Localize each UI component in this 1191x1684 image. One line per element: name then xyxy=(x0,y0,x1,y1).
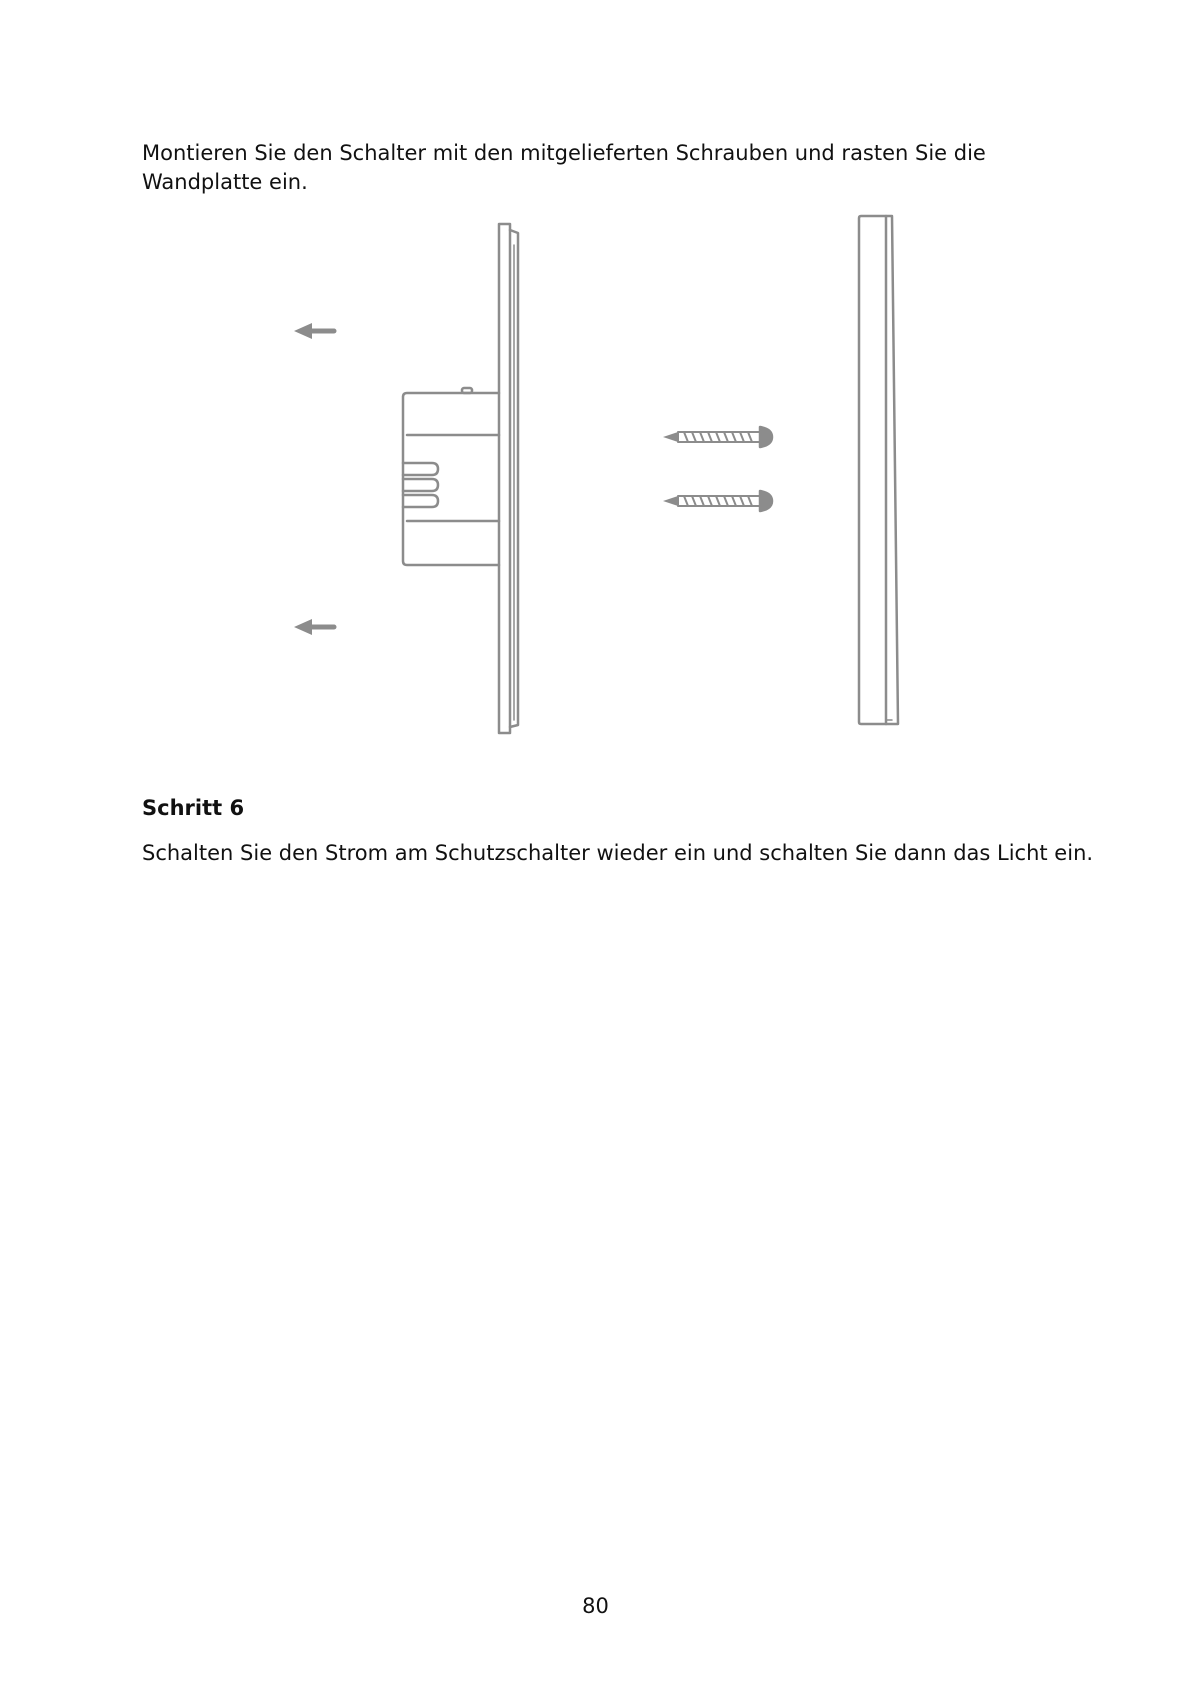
arrow-left-icon xyxy=(294,323,334,339)
step-heading: Schritt 6 xyxy=(142,796,245,820)
intro-paragraph: Montieren Sie den Schalter mit den mitgelieferten Schrauben und rasten Sie die Wandplatte ein. xyxy=(142,141,986,194)
wall-plate-side-view xyxy=(859,216,898,724)
installation-illustration xyxy=(260,205,940,750)
page-number: 80 xyxy=(582,1594,609,1618)
step-instruction: Schalten Sie den Strom am Schutzschalter wieder ein und schalten Sie dann das Licht ein. xyxy=(142,841,1094,865)
arrow-left-icon xyxy=(294,619,334,635)
screw-icon xyxy=(663,427,772,447)
screw-icon xyxy=(663,491,772,511)
switch-side-view xyxy=(403,224,518,733)
